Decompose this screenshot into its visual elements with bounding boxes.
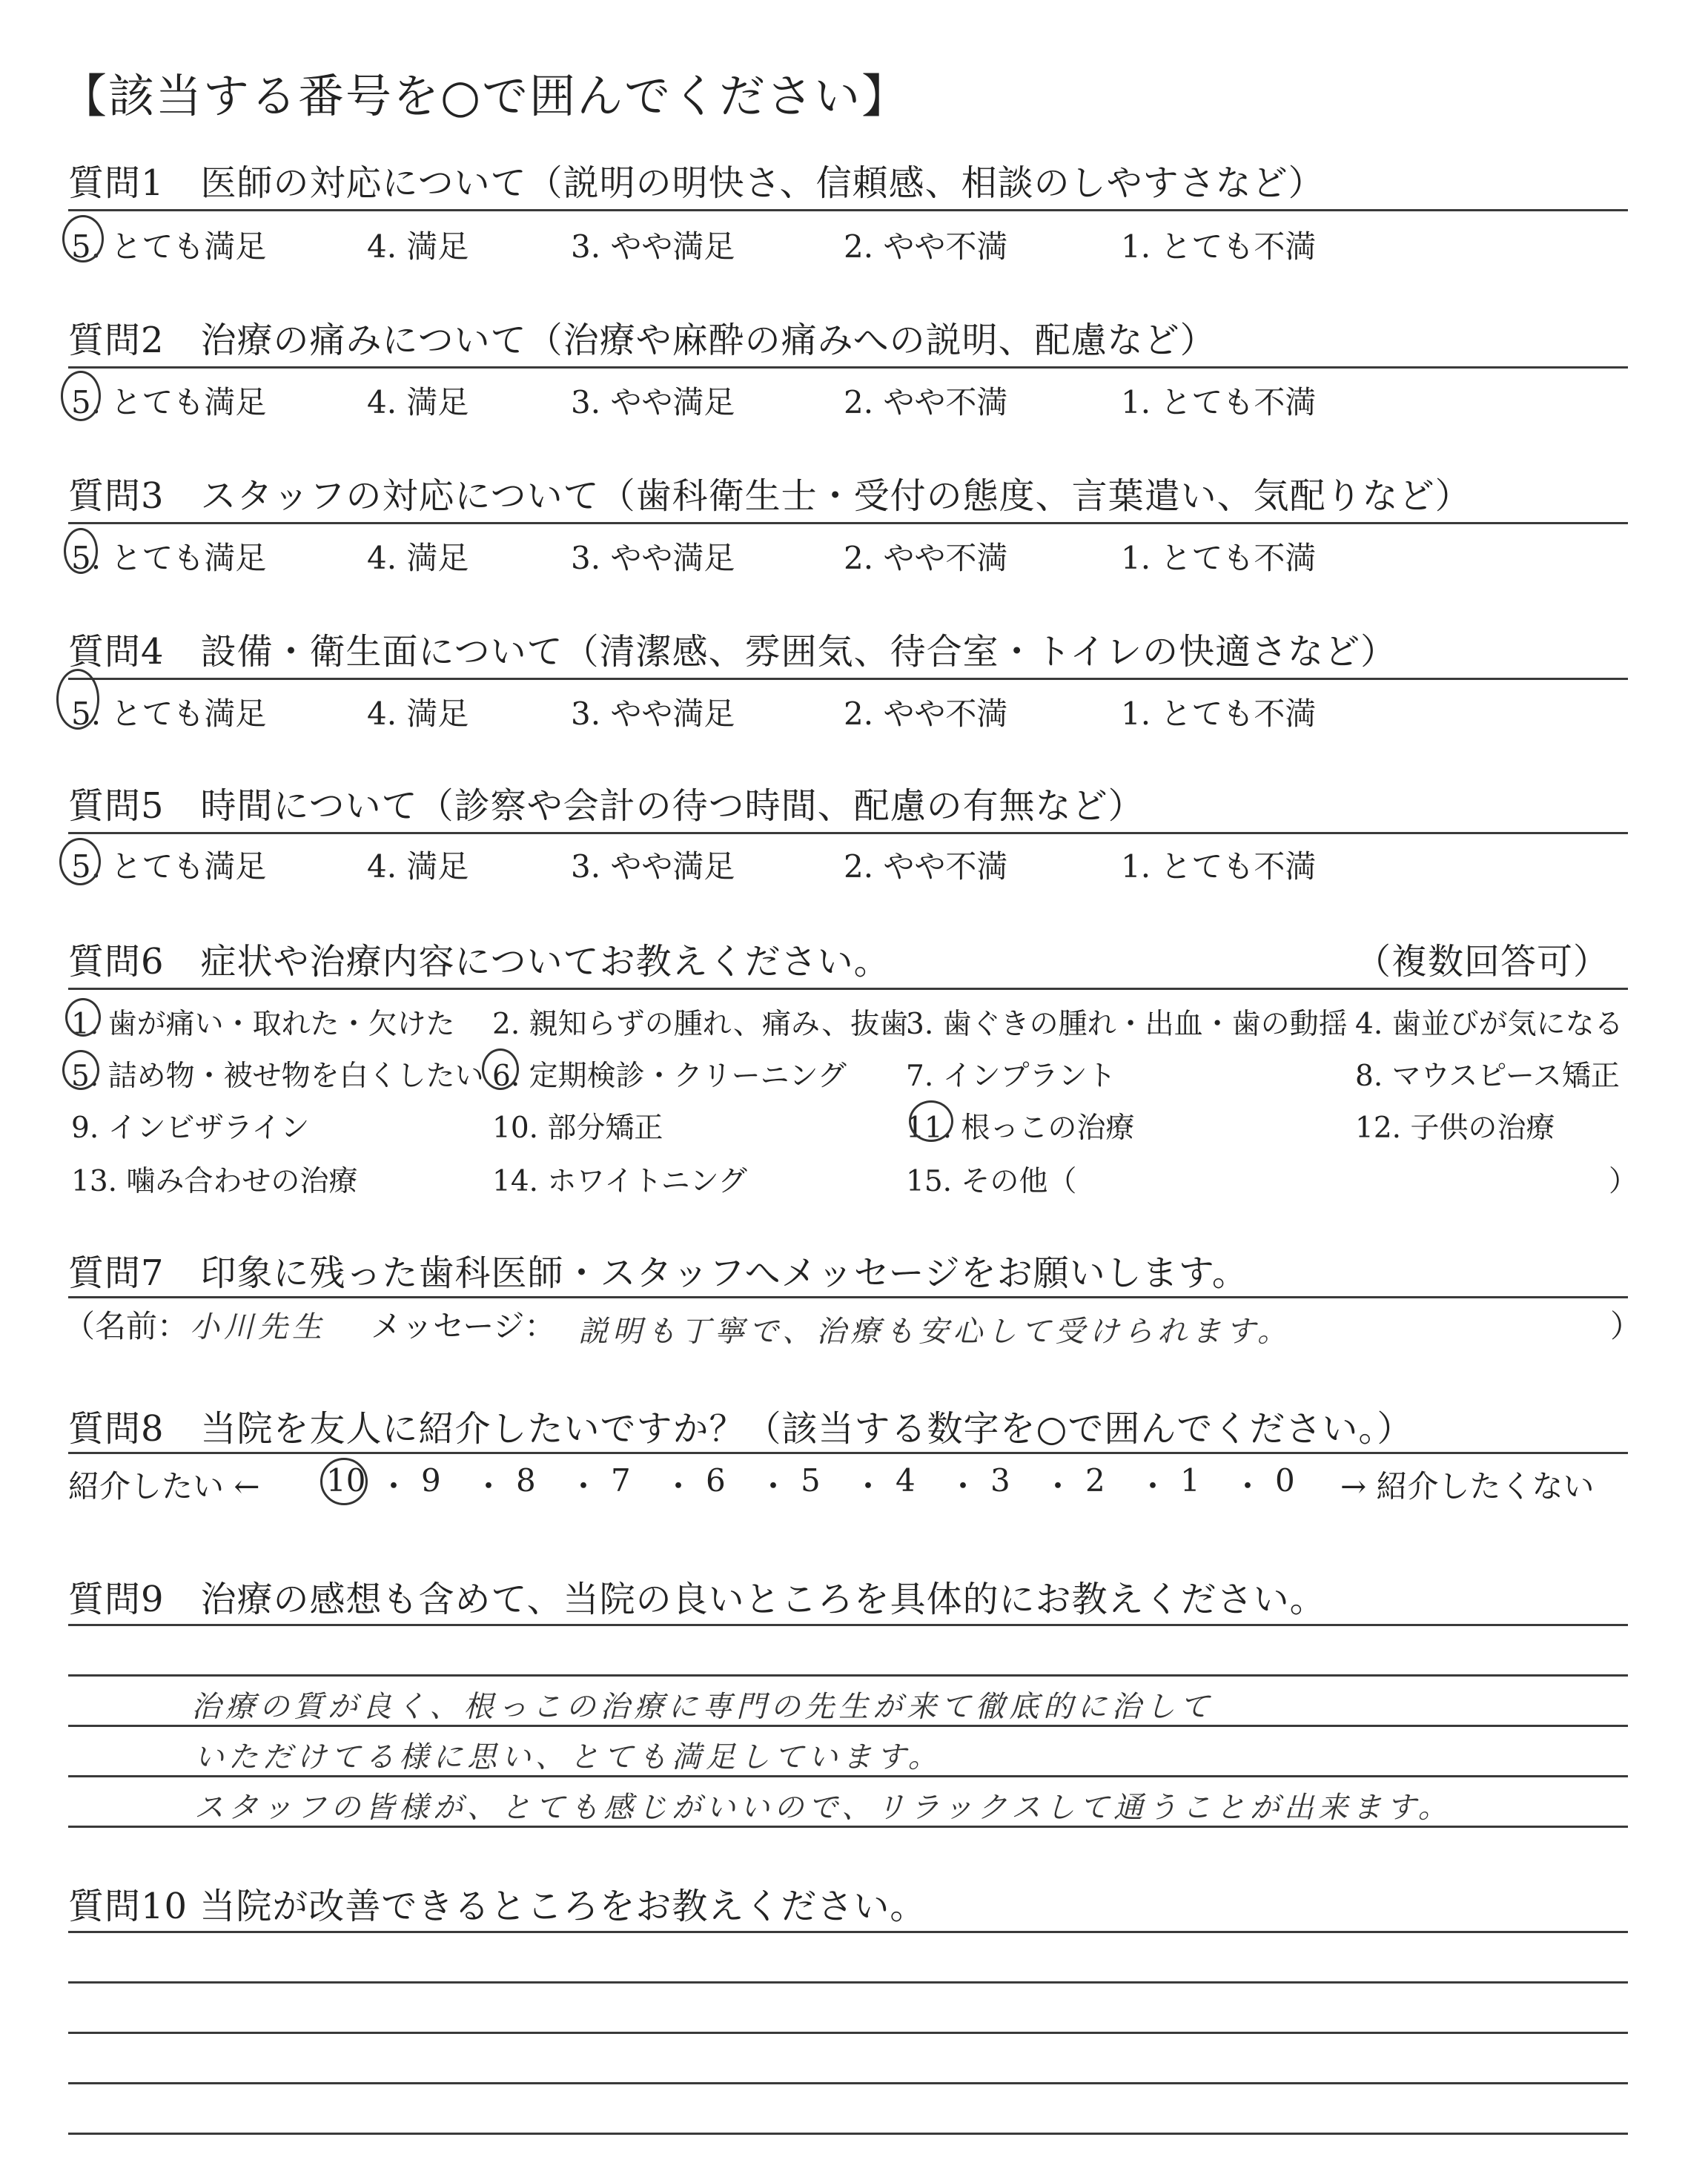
name-value[interactable]: 小川先生	[190, 1310, 326, 1344]
q6-option-14[interactable]: 14. ホワイトニング	[492, 1165, 747, 1198]
scale-separator: ・	[1137, 1468, 1169, 1505]
divider	[68, 1452, 1628, 1454]
question-5: 質問5 時間について（診察や会計の待つ時間、配慮の有無など）	[68, 785, 1145, 827]
q4-option-4[interactable]: 4. 満足	[367, 696, 469, 732]
q5-option-5[interactable]: 5. とても満足	[71, 848, 267, 885]
question-6: 質問6 症状や治療内容についてお教えください。	[68, 941, 890, 982]
q6-option-12[interactable]: 12. 子供の治療	[1355, 1112, 1555, 1145]
divider	[68, 366, 1628, 369]
q2-option-4[interactable]: 4. 満足	[367, 384, 469, 420]
q5-option-4[interactable]: 4. 満足	[367, 848, 469, 885]
q6-option-6-circle	[482, 1048, 519, 1090]
q6-option-5[interactable]: 5. 詰め物・被せ物を白くしたい	[71, 1060, 484, 1093]
q2-option-1[interactable]: 1. とても不満	[1121, 384, 1317, 420]
q6-option-1[interactable]: 1. 歯が痛い・取れた・欠けた	[71, 1008, 455, 1041]
answer-line	[68, 2133, 1628, 2135]
divider	[68, 1296, 1628, 1298]
q1-option-4[interactable]: 4. 満足	[367, 228, 469, 265]
question-2: 質問2 治療の痛みについて（治療や麻酔の痛みへの説明、配慮など）	[68, 320, 1217, 361]
scale-separator: ・	[378, 1468, 410, 1505]
q4-selection-circle	[56, 669, 99, 730]
recommend-scale	[326, 1462, 1320, 1505]
divider	[68, 678, 1628, 680]
scale-value-4[interactable]: 4	[896, 1462, 916, 1499]
message-label: メッセージ：	[371, 1308, 556, 1344]
name-label: （名前：	[64, 1308, 189, 1344]
q3-selection-circle	[64, 528, 98, 574]
q4-option-1[interactable]: 1. とても不満	[1121, 696, 1317, 732]
scale-value-0[interactable]: 0	[1275, 1462, 1295, 1499]
divider	[68, 832, 1628, 834]
question-10: 質問10 当院が改善できるところをお教えください。	[68, 1886, 927, 1927]
scale-separator: ・	[663, 1468, 695, 1505]
q9-answer-line-1[interactable]: 治療の質が良く、根っこの治療に専門の先生が来て徹底的に治して	[191, 1690, 1214, 1724]
q4-option-3[interactable]: 3. やや満足	[571, 696, 735, 732]
q6-option-7[interactable]: 7. インプラント	[906, 1060, 1116, 1093]
answer-line	[68, 1981, 1628, 1984]
answer-line	[68, 2032, 1628, 2034]
answer-line	[68, 1931, 1628, 1933]
q5-selection-circle	[59, 838, 101, 885]
divider	[68, 988, 1628, 990]
answer-line	[68, 1624, 1628, 1626]
form-title: 【該当する番号を○で囲んでください】	[61, 69, 910, 123]
scale-separator: ・	[758, 1468, 790, 1505]
scale-value-3[interactable]: 3	[990, 1462, 1010, 1499]
q3-option-5[interactable]: 5. とても満足	[71, 540, 267, 576]
scale-value-9[interactable]: 9	[421, 1462, 441, 1499]
scale-separator: ・	[1042, 1468, 1074, 1505]
answer-line	[68, 2082, 1628, 2084]
question-9: 質問9 治療の感想も含めて、当院の良いところを具体的にお教えください。	[68, 1579, 1326, 1620]
q6-option-5-circle	[62, 1050, 99, 1090]
q2-selection-circle	[61, 371, 101, 421]
q3-option-3[interactable]: 3. やや満足	[571, 540, 735, 576]
q1-option-2[interactable]: 2. やや不満	[844, 228, 1008, 265]
q3-option-2[interactable]: 2. やや不満	[844, 540, 1008, 576]
q1-option-3[interactable]: 3. やや満足	[571, 228, 735, 265]
q6-option-10[interactable]: 10. 部分矯正	[492, 1112, 663, 1145]
q6-option-15[interactable]: 15. その他（	[906, 1165, 1077, 1198]
scale-value-1[interactable]: 1	[1180, 1462, 1200, 1499]
q9-answer-line-2[interactable]: いただけてる様に思い、とても満足しています。	[194, 1740, 942, 1774]
message-value[interactable]: 説明も丁寧で、治療も安心して受けられます。	[578, 1315, 1291, 1349]
scale-value-8[interactable]: 8	[516, 1462, 536, 1499]
scale-value-7[interactable]: 7	[611, 1462, 631, 1499]
q2-option-2[interactable]: 2. やや不満	[844, 384, 1008, 420]
q1-option-5[interactable]: 5. とても満足	[71, 228, 267, 265]
scale-value-10[interactable]: 10	[326, 1462, 366, 1499]
question-1: 質問1 医師の対応について（説明の明快さ、信頼感、相談のしやすさなど）	[68, 162, 1325, 204]
q4-option-2[interactable]: 2. やや不満	[844, 696, 1008, 732]
scale-selected-circle	[320, 1458, 368, 1505]
q6-option-8[interactable]: 8. マウスピース矯正	[1355, 1060, 1620, 1093]
q6-option-1-circle	[65, 998, 101, 1037]
q3-option-1[interactable]: 1. とても不満	[1121, 540, 1317, 576]
answer-line	[68, 1674, 1628, 1677]
scale-value-6[interactable]: 6	[706, 1462, 726, 1499]
question-8: 質問8 当院を友人に紹介したいですか？（該当する数字を○で囲んでください。）	[68, 1408, 1414, 1450]
q6-option-13[interactable]: 13. 噛み合わせの治療	[71, 1165, 358, 1198]
q9-answer-line-3[interactable]: スタッフの皆様が、とても感じがいいので、リラックスして通うことが出来ます。	[194, 1791, 1452, 1825]
recommend-right-label: → 紹介したくない	[1340, 1468, 1595, 1505]
scale-value-2[interactable]: 2	[1085, 1462, 1105, 1499]
q6-option-2[interactable]: 2. 親知らずの腫れ、痛み、抜歯	[492, 1008, 909, 1041]
scale-separator: ・	[473, 1468, 505, 1505]
recommend-left-label: 紹介したい ←	[68, 1468, 260, 1505]
q5-option-2[interactable]: 2. やや不満	[844, 848, 1008, 885]
divider	[68, 209, 1628, 211]
message-close: ）	[1610, 1308, 1642, 1344]
q6-option-4[interactable]: 4. 歯並びが気になる	[1355, 1008, 1623, 1041]
question-3: 質問3 スタッフの対応について（歯科衛生士・受付の態度、言葉遣い、気配りなど）	[68, 475, 1472, 517]
scale-value-5[interactable]: 5	[801, 1462, 821, 1499]
q4-option-5[interactable]: 5. とても満足	[71, 696, 267, 732]
q2-option-3[interactable]: 3. やや満足	[571, 384, 735, 420]
scale-separator: ・	[947, 1468, 979, 1505]
q3-option-4[interactable]: 4. 満足	[367, 540, 469, 576]
question-7: 質問7 印象に残った歯科医師・スタッフへメッセージをお願いします。	[68, 1252, 1248, 1294]
q5-option-3[interactable]: 3. やや満足	[571, 848, 735, 885]
multiple-answers-note: （複数回答可）	[1355, 941, 1610, 982]
q1-option-1[interactable]: 1. とても不満	[1121, 228, 1317, 265]
q6-option-11[interactable]: 11. 根っこの治療	[906, 1112, 1135, 1145]
q1-selection-circle	[62, 215, 104, 262]
divider	[68, 522, 1628, 524]
q6-option-11-circle	[909, 1100, 953, 1142]
q6-option-6[interactable]: 6. 定期検診・クリーニング	[492, 1060, 847, 1093]
q2-option-5[interactable]: 5. とても満足	[71, 384, 267, 420]
q5-option-1[interactable]: 1. とても不満	[1121, 848, 1317, 885]
question-4: 質問4 設備・衛生面について（清潔感、雰囲気、待合室・トイレの快適さなど）	[68, 631, 1397, 673]
scale-separator: ・	[568, 1468, 600, 1505]
q6-other-close: ）	[1609, 1165, 1638, 1198]
q6-option-3[interactable]: 3. 歯ぐきの腫れ・出血・歯の動揺	[906, 1008, 1348, 1041]
q6-option-9[interactable]: 9. インビザライン	[71, 1112, 310, 1145]
scale-separator: ・	[853, 1468, 884, 1505]
scale-separator: ・	[1232, 1468, 1264, 1505]
